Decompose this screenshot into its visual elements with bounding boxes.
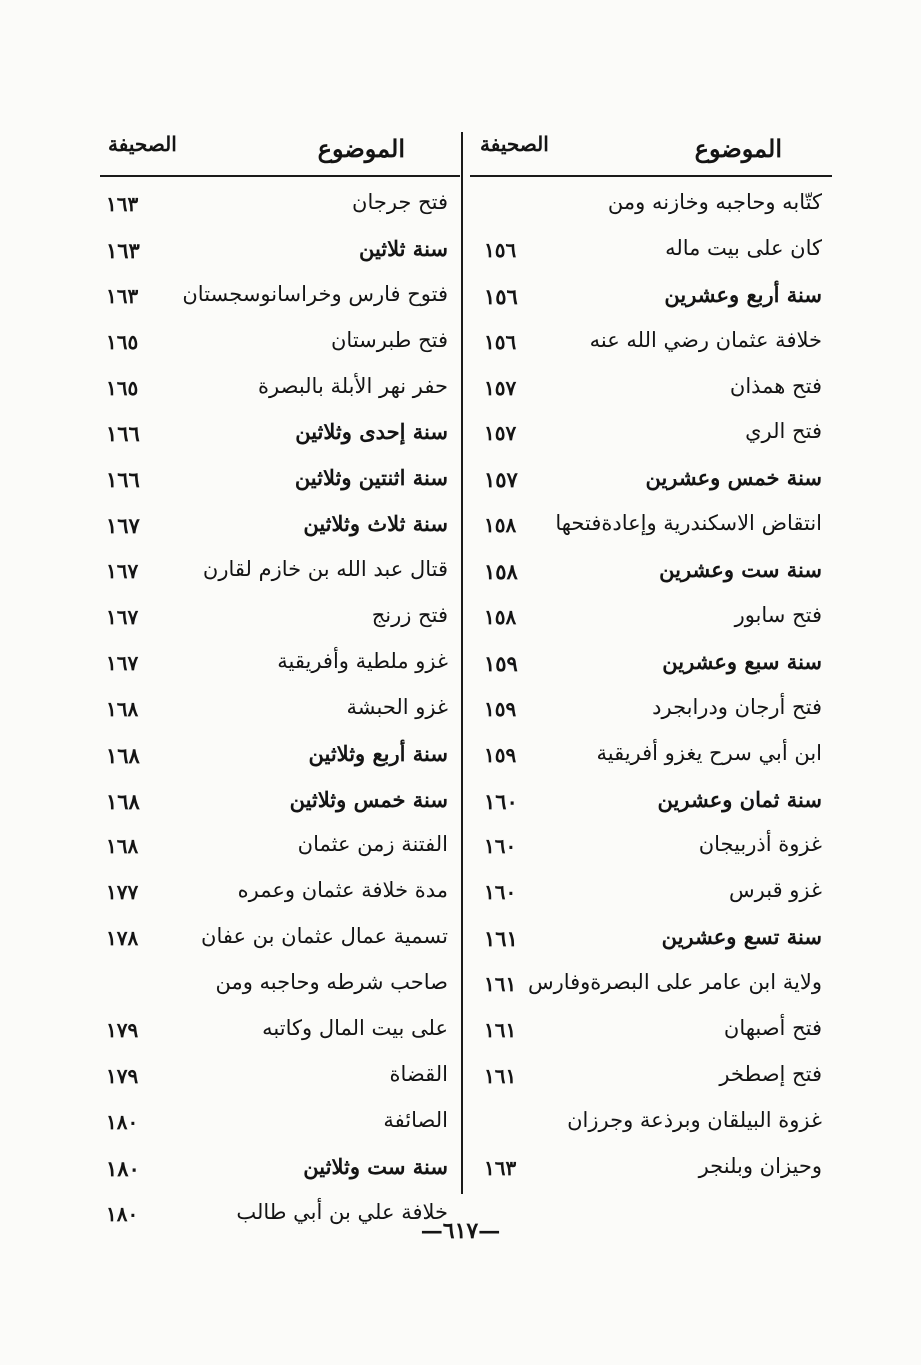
entry-title: فتح زرنج (371, 603, 448, 628)
entry-title: فتوح فارس وخراسانوسجستان (182, 281, 448, 306)
page-header: الصحيفة (480, 132, 549, 156)
entry-page-number: ١٥٦ (484, 283, 518, 309)
index-year-heading (100, 735, 460, 781)
index-entry (470, 413, 832, 459)
entry-page-number: ١٥٨ (484, 513, 517, 538)
page-header: الصحيفة (108, 132, 177, 156)
entry-title: فتح الري (745, 419, 822, 444)
entry-title: غزوة البيلقان وبرذعة وجرزان (567, 1107, 822, 1132)
entry-page-number: ١٦١ (484, 926, 518, 952)
entry-page-number: ١٥٧ (484, 375, 517, 400)
entry-title: سنة إحدى وثلاثين (295, 419, 448, 445)
entry-page-number: ١٧٧ (106, 880, 139, 905)
entry-title: فتح جرجان (352, 190, 448, 214)
index-entry (470, 368, 832, 414)
index-entry (100, 1102, 460, 1148)
entry-title: فتح سابور (734, 603, 822, 628)
entry-page-number: ١٨٠ (106, 1155, 140, 1181)
entry-page-number: ١٦٨ (106, 696, 139, 721)
entry-page-number: ١٦٣ (106, 192, 139, 216)
entry-title: على بيت المال وكاتبه (262, 1016, 448, 1041)
index-entry (470, 1010, 832, 1056)
entry-title: خلافة علي بن أبي طالب (236, 1199, 448, 1224)
index-entry (100, 551, 460, 597)
index-rows (100, 184, 460, 1239)
entry-title: سنة أربع وثلاثين (308, 740, 448, 766)
index-year-heading (100, 413, 460, 459)
entry-page-number: ١٦٨ (106, 788, 140, 814)
entry-title: مدة خلافة عثمان وعمره (237, 878, 448, 903)
index-entry (100, 918, 460, 964)
entry-page-number: ١٥٧ (484, 421, 517, 446)
entry-page-number: ١٦١ (484, 1063, 517, 1088)
index-entry (100, 597, 460, 643)
index-year-heading (470, 643, 832, 689)
entry-title: سنة ست وعشرين (659, 557, 822, 583)
index-entry (470, 1148, 832, 1194)
entry-title: كتّابه وحاجبه وخازنه ومن (607, 190, 822, 214)
index-rows (470, 184, 832, 1194)
entry-title: انتقاض الاسكندرية وإعادةفتحها (555, 511, 822, 536)
index-entry (470, 826, 832, 872)
index-entry (470, 964, 832, 1010)
entry-title: غزو الحبشة (346, 694, 448, 719)
index-year-heading (100, 505, 460, 551)
entry-title: حفر نهر الأبلة بالبصرة (258, 373, 448, 398)
index-entry (100, 826, 460, 872)
entry-page-number: ١٦١ (484, 972, 517, 997)
entry-page-number: ١٦٠ (484, 880, 517, 905)
entry-title: سنة تسع وعشرين (661, 924, 822, 950)
entry-title: ولاية ابن عامر على البصرةوفارس (527, 970, 822, 995)
index-year-heading (100, 230, 460, 276)
entry-page-number: ١٦١ (484, 1018, 517, 1043)
entry-page-number: ١٦٨ (106, 742, 140, 768)
index-entry (100, 184, 460, 230)
entry-title: سنة أربع وعشرين (664, 281, 822, 307)
index-column-left (100, 120, 460, 1226)
entry-title: غزوة أذربيجان (698, 832, 822, 857)
entry-title: سنة اثنتين وثلاثين (294, 465, 448, 491)
index-entry (100, 322, 460, 368)
index-entry (100, 964, 460, 1010)
page-number: —٦١٧— (420, 1218, 501, 1244)
entry-title: فتح همذان (729, 373, 822, 398)
index-year-heading (100, 781, 460, 827)
index-entry (470, 1056, 832, 1102)
index-entry (100, 368, 460, 414)
index-entry (470, 230, 832, 276)
entry-title: سنة خمس وثلاثين (289, 786, 448, 812)
entry-page-number: ١٥٦ (484, 329, 517, 354)
index-year-heading (100, 459, 460, 505)
index-entry (100, 872, 460, 918)
index-year-heading (100, 1148, 460, 1194)
entry-page-number: ١٥٨ (484, 605, 517, 630)
entry-title: فتح إصطخر (719, 1061, 822, 1086)
index-column-right (470, 120, 832, 1180)
entry-title: غزو ملطية وأفريقية (277, 648, 448, 673)
index-entry (470, 1102, 832, 1148)
entry-title: الفتنة زمن عثمان (297, 832, 448, 857)
index-entry (100, 643, 460, 689)
entry-page-number: ١٦٧ (106, 605, 139, 630)
entry-title: تسمية عمال عثمان بن عفان (201, 924, 448, 949)
index-entry (470, 735, 832, 781)
column-header (100, 120, 460, 170)
subject-header: الموضوع (694, 134, 782, 163)
index-year-heading (470, 551, 832, 597)
entry-title: كان على بيت ماله (665, 235, 822, 260)
index-year-heading (470, 459, 832, 505)
entry-title: وحيزان وبلنجر (698, 1153, 822, 1178)
subject-header: الموضوع (317, 134, 405, 163)
entry-page-number: ١٦٥ (106, 375, 139, 400)
header-rule (470, 175, 832, 177)
entry-title: خلافة عثمان رضي الله عنه (589, 327, 822, 352)
entry-page-number: ١٥٩ (484, 696, 517, 721)
index-entry (470, 872, 832, 918)
index-entry (100, 276, 460, 322)
entry-page-number: ١٥٧ (484, 467, 518, 493)
entry-title: القضاة (389, 1061, 448, 1086)
entry-title: سنة ثلاث وثلاثين (303, 511, 448, 537)
entry-title: قتال عبد الله بن خازم لقارن (202, 557, 448, 582)
entry-title: سنة ست وثلاثين (303, 1153, 448, 1179)
entry-page-number: ١٥٩ (484, 742, 517, 767)
index-entry (470, 505, 832, 551)
entry-page-number: ١٥٨ (484, 559, 518, 585)
header-rule (100, 175, 460, 177)
entry-page-number: ١٦٦ (106, 421, 140, 447)
index-year-heading (470, 276, 832, 322)
entry-title: فتح طبرستان (331, 327, 448, 352)
entry-page-number: ١٧٩ (106, 1018, 139, 1043)
entry-page-number: ١٦٣ (484, 1155, 517, 1180)
entry-title: الصائفة (383, 1107, 448, 1132)
entry-page-number: ١٧٩ (106, 1063, 139, 1088)
entry-page-number: ١٦٦ (106, 467, 140, 493)
entry-page-number: ١٦٣ (106, 283, 139, 308)
entry-title: ابن أبي سرح يغزو أفريقية (596, 740, 822, 765)
column-divider (461, 132, 463, 1194)
entry-title: سنة سبع وعشرين (662, 648, 822, 674)
entry-page-number: ١٦٣ (106, 237, 140, 263)
index-entry (100, 1010, 460, 1056)
index-entry (470, 184, 832, 230)
entry-page-number: ١٦٨ (106, 834, 139, 859)
index-entry (470, 322, 832, 368)
column-header (470, 120, 832, 170)
entry-page-number: ١٦٠ (484, 834, 517, 859)
entry-title: سنة خمس وعشرين (645, 465, 822, 491)
entry-page-number: ١٧٨ (106, 926, 139, 951)
index-year-heading (470, 781, 832, 827)
index-year-heading (470, 918, 832, 964)
entry-page-number: ١٦٥ (106, 329, 139, 354)
entry-page-number: ١٨٠ (106, 1201, 139, 1226)
entry-title: فتح أرجان ودرابجرد (652, 694, 822, 719)
index-entry (470, 597, 832, 643)
entry-page-number: ١٥٩ (484, 650, 518, 676)
entry-title: غزو قبرس (729, 878, 822, 903)
entry-title: سنة ثمان وعشرين (657, 786, 822, 812)
entry-page-number: ١٦٠ (484, 788, 518, 814)
entry-page-number: ١٦٧ (106, 513, 140, 539)
index-entry (470, 689, 832, 735)
entry-page-number: ١٨٠ (106, 1109, 139, 1134)
index-entry (100, 1056, 460, 1102)
entry-title: فتح أصبهان (723, 1016, 822, 1041)
entry-page-number: ١٥٦ (484, 237, 517, 262)
entry-title: صاحب شرطه وحاجبه ومن (215, 970, 448, 995)
index-entry (100, 689, 460, 735)
entry-page-number: ١٦٧ (106, 559, 139, 584)
entry-title: سنة ثلاثين (358, 235, 448, 261)
entry-page-number: ١٦٧ (106, 650, 139, 675)
